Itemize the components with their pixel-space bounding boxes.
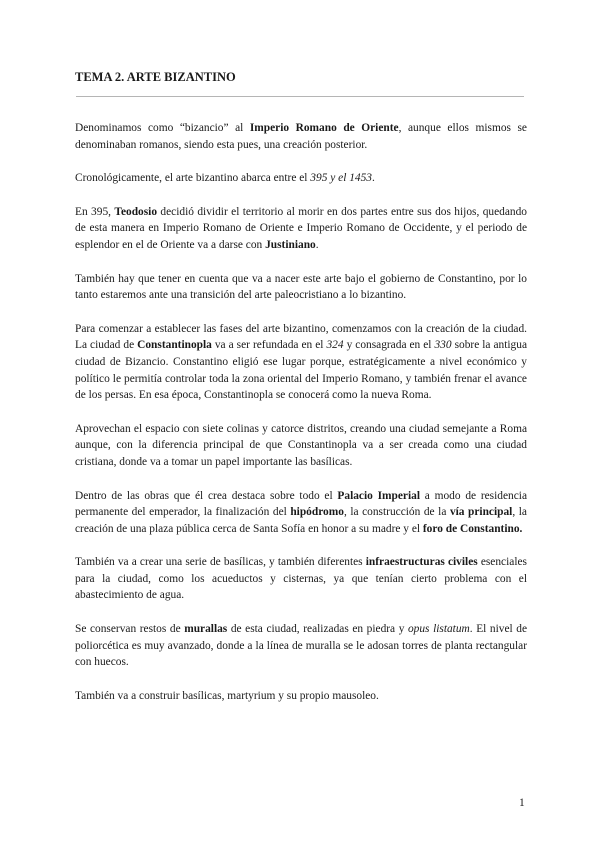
text-run: , la construcción de la xyxy=(343,506,450,519)
paragraph xyxy=(75,120,527,153)
document-title: TEMA 2. ARTE BIZANTINO xyxy=(75,70,236,84)
text-run: También va a crear una serie de basílicas, y también diferentes xyxy=(75,556,366,569)
page-number: 1 xyxy=(519,797,525,809)
italic-term: 395 y el 1453 xyxy=(310,172,372,185)
paragraph xyxy=(75,271,527,304)
bold-term: infraestructuras civiles xyxy=(365,556,478,569)
text-run: decidió dividir el territorio al morir en dos partes entre sus dos hijos, quedando de esta manera en Imperio Romano de Oriente e Imperio Romano de Occidente, y el periodo de esplendor en el de Oriente va a darse con xyxy=(75,205,527,251)
text-run: a modo de residencia permanente del emperador, la finalización del xyxy=(75,489,527,519)
text-run: , aunque ellos mismos se denominaban romanos, siendo esta pues, una creación posterior. xyxy=(75,122,527,151)
bold-term: hipódromo xyxy=(290,506,344,519)
text-run: Aprovechan el espacio con siete colinas y catorce distritos, creando una ciudad semejante a Roma aunque, con la diferencia principal de que Constantinopla va a ser creada como una ciudad cristiana, donde va a tomar un papel importante las basílicas. xyxy=(75,422,527,468)
italic-term: opus listatum xyxy=(407,623,470,636)
text-run: va a ser refundada en el xyxy=(211,339,327,352)
italic-term: 330 xyxy=(434,339,452,352)
text-run: . xyxy=(315,238,319,251)
bold-term: murallas xyxy=(184,623,228,636)
text-run: , la creación de una plaza pública cerca de Santa Sofía en honor a su madre y el xyxy=(75,506,527,535)
paragraph xyxy=(75,204,527,254)
text-run: y consagrada en el xyxy=(343,339,435,352)
text-run: sobre la antigua ciudad de Bizancio. Constantino eligió ese lugar porque, estratégicamente a nivel económico y político le permitía controlar toda la zona oriental del Imperio Romano, y también frenar el avance de los persas. En esa época, Constantinopla se conocerá como la nueva Roma. xyxy=(75,339,528,402)
text-run: . xyxy=(371,172,375,185)
bold-term: Teodosio xyxy=(114,205,158,218)
text-run: Cronológicamente, el arte bizantino abarca entre el xyxy=(75,172,311,185)
paragraph xyxy=(75,554,527,604)
paragraph xyxy=(75,621,527,671)
text-run: Denominamos como “bizancio” al xyxy=(75,122,250,134)
text-run: También va a construir basílicas, martyrium y su propio mausoleo. xyxy=(75,689,379,702)
bold-term: Imperio Romano de Oriente xyxy=(249,122,399,134)
document-body xyxy=(75,120,527,721)
text-run: Se conservan restos de xyxy=(75,623,185,636)
paragraph xyxy=(75,421,527,471)
bold-term: vía principal xyxy=(449,506,513,519)
text-run: También hay que tener en cuenta que va a nacer este arte bajo el gobierno de Constantino, por lo tanto estaremos ante una transición del arte paleocristiano a lo bizantino. xyxy=(75,272,527,302)
text-run: de esta ciudad, realizadas en piedra y xyxy=(227,623,408,636)
title-divider xyxy=(76,96,524,97)
paragraph xyxy=(75,488,527,538)
paragraph xyxy=(75,688,527,705)
text-run: Para comenzar a establecer las fases del arte bizantino, comenzamos con la creación de la ciudad. La ciudad de xyxy=(75,322,527,352)
bold-term: foro de Constantino. xyxy=(422,522,523,535)
bold-term: Palacio Imperial xyxy=(337,489,421,502)
paragraph xyxy=(75,170,527,187)
bold-term: Justiniano xyxy=(265,238,316,251)
text-run: Dentro de las obras que él crea destaca sobre todo el xyxy=(75,489,338,502)
paragraph xyxy=(75,321,527,404)
text-run: . El nivel de poliorcética es muy avanzado, donde a la línea de muralla se le adosan torres de planta rectangular con huecos. xyxy=(75,623,528,669)
text-run: En 395, xyxy=(75,205,115,218)
text-run: esenciales para la ciudad, como los acueductos y cisternas, ya que tenían cierto problema con el abastecimiento de agua. xyxy=(75,556,527,602)
bold-term: Constantinopla xyxy=(137,339,212,352)
italic-term: 324 xyxy=(326,339,344,352)
